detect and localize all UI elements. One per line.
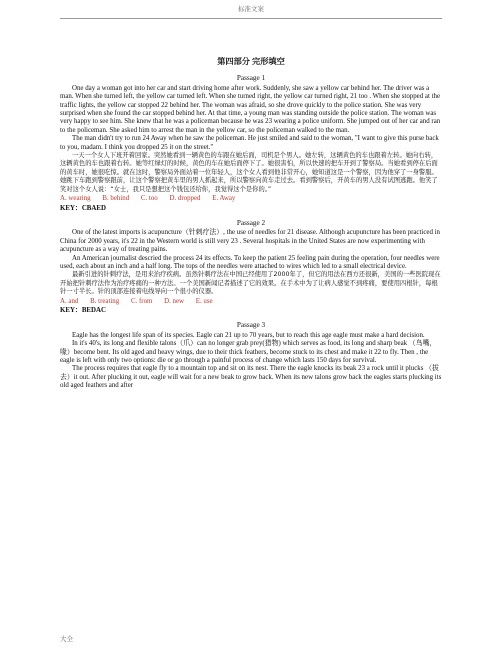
option-item: E. use	[195, 297, 213, 305]
passage-title: Passage 1	[236, 74, 266, 83]
passage-translation: 最新引进的针刺疗法，是用来治疗疾病。虽然针刺疗法在中国已经使用了2000年了，但它的用法在西方还很新，美国的一些医院现在开始把针刺疗法作为治疗疼痛的一种方法。一个美国新闻记者描述了它的效果。在手术中为了让病人感觉不到疼痛，要使用四根针，每根针一寸半长。针的顶部连接着电线导向一个很小的仪器。	[60, 271, 441, 296]
header-divider	[60, 18, 442, 19]
option-item: C. from	[130, 297, 153, 305]
document-body	[60, 58, 442, 391]
passage-3	[60, 321, 442, 390]
passage-2	[60, 219, 442, 315]
passage-translation: 一天一个女人下班开着回家。突然她看到一辆黄色的车跟在她后面，司机是个男人。她左转，这辆黄色的车也跟着左转。她向右转，这辆黄色的车也跟着右转。她等红绿灯的时候，黄色的车在她后面停下了。她很害怕，所以快速的把车开到了警察局。当她看到停在后面的黄车时，她很吃惊。就在这时，警察局外面站着一位年轻人，这个女人看到他非常开心，她知道这是一个警察，因为他穿了一身警服。她跳下车跑到警察跟前，让这个警察把黄车里的男人抓起来，所以警察向黄车走过去。看到警察后，开黄车的男人没有试图逃跑。他笑了笑对这个女人说：“女士，我只是想把这个钱包还给你，我觉得这个是你的。”	[60, 152, 438, 193]
passage-title: Passage 3	[236, 321, 266, 330]
passage-paragraph: In it's 40's, its long and flexible talons（爪）can no longer grab prey(猎物) which serves as food, its long and sharp beak （鸟嘴，喙）become bent. Its old aged and heavy wings, due to their thick feathers, become stuck to its chest and make it 22 to fly. Then , the eagle is left with only two options: die or go through a painful process of change which lasts 150 days for survival.	[60, 340, 437, 364]
passage-paragraph: The process requires that eagle fly to a mountain top and sit on its nest. There the eagle knocks its beak 23 a rock until it plucks （拔去）it out. After plucking it out, eagle will wait for a new beak to grow back. When its new talons grow back the eagles starts plucking its old aged feathers and after	[60, 365, 442, 390]
option-item: A. wearing	[60, 195, 91, 203]
passage-paragraph: One day a woman got into her car and start driving home after work. Suddenly, she saw a yellow car behind her. The driver was a man. When she turned left, the yellow car turned left. When she turned right, the yellow car turned right, 21 too . When she stopped at the traffic lights, the yellow car stopped 22 behind her. The woman was afraid, so she drove quickly to the police station. She was very surprised when she found the car stopped behind her. At that time, a young man was standing outside the police station. The woman was very happy to see him. She knew that he was a policeman because he was 23 wearing a police uniform. She jumped out of her car and ran to the policeman. She asked him to arrest the man in the yellow car, so the policeman walked to the man.	[60, 84, 441, 134]
options-list	[60, 298, 442, 306]
passage-title: Passage 2	[236, 218, 266, 227]
option-item: B. behind	[102, 195, 130, 203]
page-title: 第四部分 完形填空	[217, 57, 285, 66]
option-item: E. Away	[212, 195, 236, 203]
options-list	[60, 195, 442, 203]
answer-key: KEY：BEDAC	[60, 306, 106, 314]
answer-key: KEY：CBAED	[60, 204, 106, 212]
passage-paragraph: An American journalist descried the process 24 its effects. To keep the patient 25 feeling pain during the operation, four needles were used, each about an inch and a half long. The tops of the needles were attached to wires which led to a small electrical device.	[60, 254, 440, 270]
passage-1	[60, 74, 442, 213]
passage-paragraph: Eagle has the longest life span of its species. Eagle can 21 up to 70 years, but to reach this age eagle must make a hard decision.	[72, 331, 425, 339]
option-item: A. and	[60, 297, 79, 305]
option-item: D. new	[164, 297, 185, 305]
passage-paragraph: One of the latest imports is acupuncture（针刺疗法）, the use of needles for 21 disease. Although acupuncture has been practiced in China for 2000 years, it's 22 in the Western world is still very 23 . Several hospitals in the United States are now experimenting with acupuncture as a way of treating pains.	[60, 229, 440, 254]
option-item: B. treating	[90, 297, 120, 305]
option-item: C. too	[140, 195, 158, 203]
passage-paragraph: The man didn't try to run 24 Away when he saw the policeman. He just smiled and said to the woman, "I want to give this purse back to you, madam. I think you dropped 25 it on the street."	[60, 135, 439, 151]
page-header: 标准文案	[238, 6, 264, 13]
page-footer: 大全	[60, 636, 73, 643]
option-item: D. dropped	[169, 195, 201, 203]
